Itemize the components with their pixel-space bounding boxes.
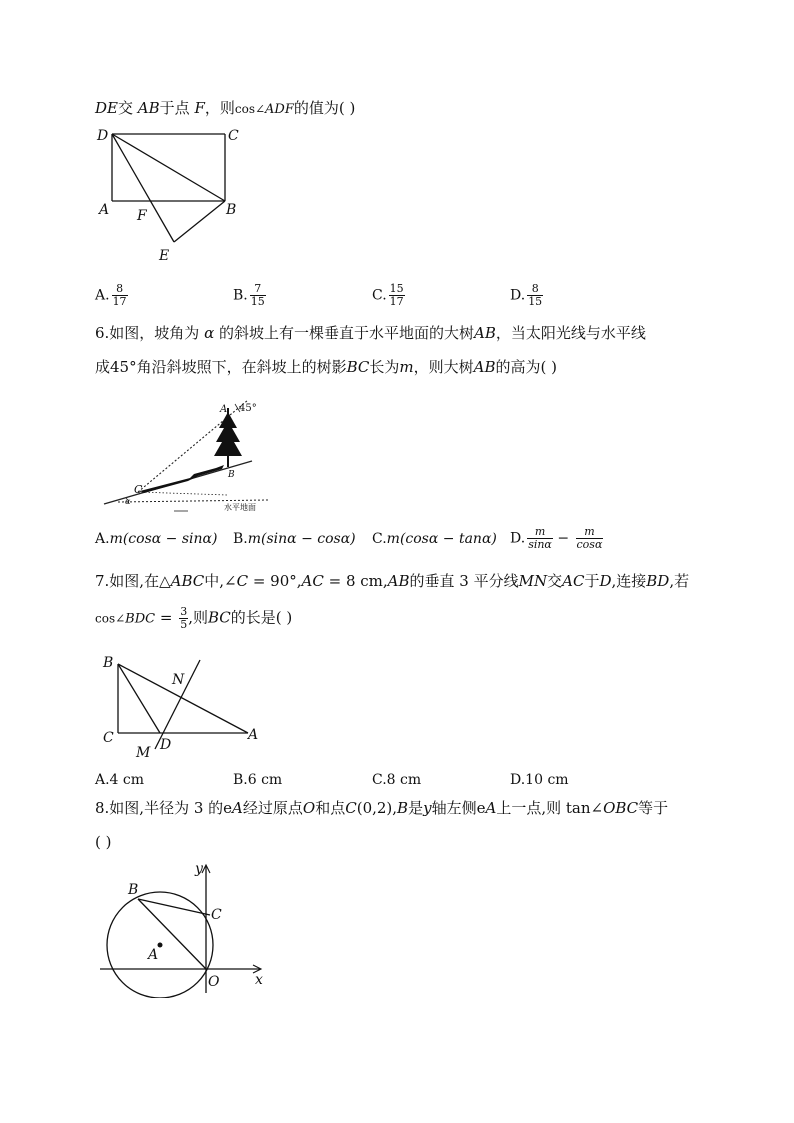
q7-l1-g: = 8 cm, xyxy=(323,572,388,590)
q8-chord-BC xyxy=(138,899,210,915)
q6-option-c[interactable] xyxy=(372,529,497,549)
q5-edge-EB xyxy=(174,201,225,242)
q6-option-a[interactable] xyxy=(95,529,217,549)
q6-l1-alpha: α xyxy=(204,324,215,342)
q7-l1-MN: MN xyxy=(518,572,548,590)
q6-l1-e: ，当太阳光线与水平线 xyxy=(495,324,646,342)
q8-label-O: O xyxy=(208,974,220,990)
q7-edge-BD xyxy=(118,664,160,733)
q6-option-b-expr: m(sinα − cosα) xyxy=(247,531,356,547)
q6-label-B: B xyxy=(228,470,235,480)
q7-label-C: C xyxy=(103,730,114,746)
q7-l1-ABC: ABC xyxy=(170,572,205,590)
q6-l1-AB: AB xyxy=(474,324,496,342)
q8-stem-line1 xyxy=(95,798,668,818)
q7-label-B: B xyxy=(103,655,114,671)
q5-option-d-letter: D. xyxy=(510,287,526,304)
q8-l1-y: y xyxy=(423,799,432,817)
q5-option-a-num: 8 xyxy=(112,283,128,296)
q5-label-F: F xyxy=(137,208,147,224)
q7-l1-m: 于 xyxy=(584,572,600,590)
q8-l1-e: 和点 xyxy=(315,799,346,817)
q5-option-c-letter: C. xyxy=(372,287,387,304)
q8-label-C: C xyxy=(211,907,222,923)
q6-label-C: C xyxy=(134,483,143,496)
q6-ground xyxy=(118,500,268,502)
q6-option-a-expr: m(cosα − sinα) xyxy=(109,531,218,547)
q7-option-b[interactable]: B.6 cm xyxy=(233,772,283,788)
q7-option-d[interactable]: D.10 cm xyxy=(510,772,569,788)
q6-option-d-n2: m xyxy=(576,526,604,539)
q8-l1-m: 上一点,则 tan∠ xyxy=(496,799,604,817)
q8-label-y: y xyxy=(195,861,203,877)
q6-stem-line2 xyxy=(95,357,557,377)
q6-option-b[interactable] xyxy=(233,529,356,549)
q6-label-A: A xyxy=(220,404,228,415)
q5-option-b-letter: B. xyxy=(233,287,248,304)
q7-l1-c: 中,∠ xyxy=(204,572,237,590)
q5-seg-ze: ，则 xyxy=(204,99,235,117)
q6-guide xyxy=(138,492,228,495)
q6-option-d-d2: cosα xyxy=(576,538,603,551)
q8-label-x: x xyxy=(255,972,263,988)
q5-label-E: E xyxy=(159,248,170,264)
q5-option-a[interactable] xyxy=(95,283,128,308)
q8-center-A xyxy=(158,943,163,948)
q8-label-B: B xyxy=(128,882,139,898)
q6-option-c-expr: m(cosα − tanα) xyxy=(386,531,497,547)
q6-figure xyxy=(98,392,270,514)
q7-l1-C: C xyxy=(236,572,249,590)
q5-seg-yudian: 于点 xyxy=(159,99,190,117)
q7-l1-q: ,若 xyxy=(669,572,690,590)
q7-l1-i: 的垂直 3 平分线 xyxy=(409,572,519,590)
q7-l2-num: 3 xyxy=(180,605,188,618)
q8-stem-line2: ( ) xyxy=(95,833,112,851)
q6-l2-e: ，则大树 xyxy=(413,358,474,376)
q7-l2-d: ,则 xyxy=(188,608,208,627)
q8-l1-g: (0,2), xyxy=(356,799,398,817)
q5-edge-DE xyxy=(112,134,174,242)
q6-l2-c: 长为 xyxy=(369,358,400,376)
q8-l1-k: 轴左侧e xyxy=(431,799,486,817)
q6-label-angle: 45° xyxy=(239,403,257,414)
q6-l2-BC: BC xyxy=(346,358,370,376)
q5-option-d-den: 15 xyxy=(528,295,543,308)
q7-figure xyxy=(98,652,268,764)
q8-l1-A2: A xyxy=(485,799,497,817)
q5-option-d[interactable] xyxy=(510,283,543,308)
q5-seg-ADF: ADF xyxy=(265,102,294,117)
q6-option-d-n1: m xyxy=(527,526,553,539)
q5-seg-cos: cos∠ xyxy=(234,102,266,116)
q8-l1-C: C xyxy=(345,799,357,817)
q8-l1-O: O xyxy=(302,799,316,817)
q5-label-D: D xyxy=(97,128,109,144)
q6-option-d-d1: sinα xyxy=(528,538,552,551)
q7-stem-line2 xyxy=(95,606,292,631)
q6-l2-a: 成45°角沿斜坡照下，在斜坡上的树影 xyxy=(95,358,347,376)
q7-option-a[interactable]: A.4 cm xyxy=(95,772,145,788)
q7-l1-D: D xyxy=(599,572,612,590)
q8-l1-A: A xyxy=(232,799,243,817)
q8-l1-o: 等于 xyxy=(638,799,669,817)
q5-seg-F: F xyxy=(194,99,205,117)
q7-l2-den: 5 xyxy=(180,618,188,631)
q6-l2-AB: AB xyxy=(473,358,496,376)
q5-label-C: C xyxy=(228,128,239,144)
q6-option-c-letter: C. xyxy=(372,531,387,547)
q7-l1-AB: AB xyxy=(387,572,410,590)
q5-seg-DE: DE xyxy=(95,99,118,117)
q5-seg-tail: 的值为( ) xyxy=(293,99,356,117)
q5-option-b[interactable] xyxy=(233,283,266,308)
q5-label-B: B xyxy=(226,202,237,218)
q6-option-d-op: − xyxy=(557,530,570,547)
q7-label-N: N xyxy=(172,672,185,688)
q7-stem-line1 xyxy=(95,571,689,591)
q7-label-D: D xyxy=(160,737,172,753)
q8-l1-a: 8.如图,半径为 3 的e xyxy=(95,799,233,817)
q6-l2-g: 的高为( ) xyxy=(495,358,557,376)
q5-option-b-den: 15 xyxy=(250,295,265,308)
q5-option-a-letter: A. xyxy=(95,287,110,304)
q7-l2-c: = xyxy=(155,608,178,627)
q8-figure xyxy=(95,858,275,998)
q7-l1-e: = 90°, xyxy=(248,572,302,590)
q5-option-a-den: 17 xyxy=(112,295,127,308)
q7-l1-o: ,连接 xyxy=(611,572,647,590)
q7-label-A: A xyxy=(248,727,259,743)
q7-l2-f: 的长是( ) xyxy=(230,608,293,627)
q6-l1-a: 6.如图，坡角为 xyxy=(95,324,200,342)
q5-seg-AB: AB xyxy=(137,99,160,117)
q7-l2-BDC: BDC xyxy=(125,611,156,627)
q5-option-c-num: 15 xyxy=(389,282,404,295)
q7-label-M: M xyxy=(136,745,151,761)
q8-l1-i: 是 xyxy=(408,799,424,817)
q6-l1-c: 的斜坡上有一棵垂直于水平地面的大树 xyxy=(219,324,475,342)
q8-l1-OBC: OBC xyxy=(603,799,639,817)
q6-stem-line1 xyxy=(95,323,646,343)
q5-seg-jiao: 交 xyxy=(117,99,133,117)
q5-option-d-num: 8 xyxy=(527,283,543,296)
q5-stem xyxy=(95,98,355,120)
q5-label-A: A xyxy=(99,202,110,218)
q7-l1-a: 7.如图,在△ xyxy=(95,572,171,590)
q6-option-d[interactable] xyxy=(510,526,603,551)
q5-option-c-den: 17 xyxy=(389,295,404,308)
q6-l2-m: m xyxy=(399,358,414,376)
q8-label-A: A xyxy=(148,947,159,963)
q7-l1-BD: BD xyxy=(646,572,670,590)
q6-option-d-letter: D. xyxy=(510,530,526,547)
q7-l1-AC: AC xyxy=(301,572,324,590)
q5-figure xyxy=(92,122,252,270)
q7-option-c[interactable]: C.8 cm xyxy=(372,772,422,788)
q5-option-b-num: 7 xyxy=(250,283,266,296)
q8-l1-B: B xyxy=(397,799,409,817)
q6-label-alpha: α xyxy=(125,497,131,506)
q7-l2-BC: BC xyxy=(208,608,231,627)
q5-option-c[interactable] xyxy=(372,283,405,308)
q7-l1-k: 交 xyxy=(547,572,563,590)
q7-l1-AC2: AC xyxy=(562,572,585,590)
q6-option-a-letter: A. xyxy=(95,531,110,547)
q5-edge-DB xyxy=(112,134,225,201)
q6-label-ground: 水平地面 xyxy=(224,503,256,512)
q6-option-b-letter: B. xyxy=(233,531,248,547)
q6-shadow xyxy=(140,465,224,493)
q7-l2-a: cos∠ xyxy=(95,611,126,626)
q8-l1-c: 经过原点 xyxy=(242,799,303,817)
